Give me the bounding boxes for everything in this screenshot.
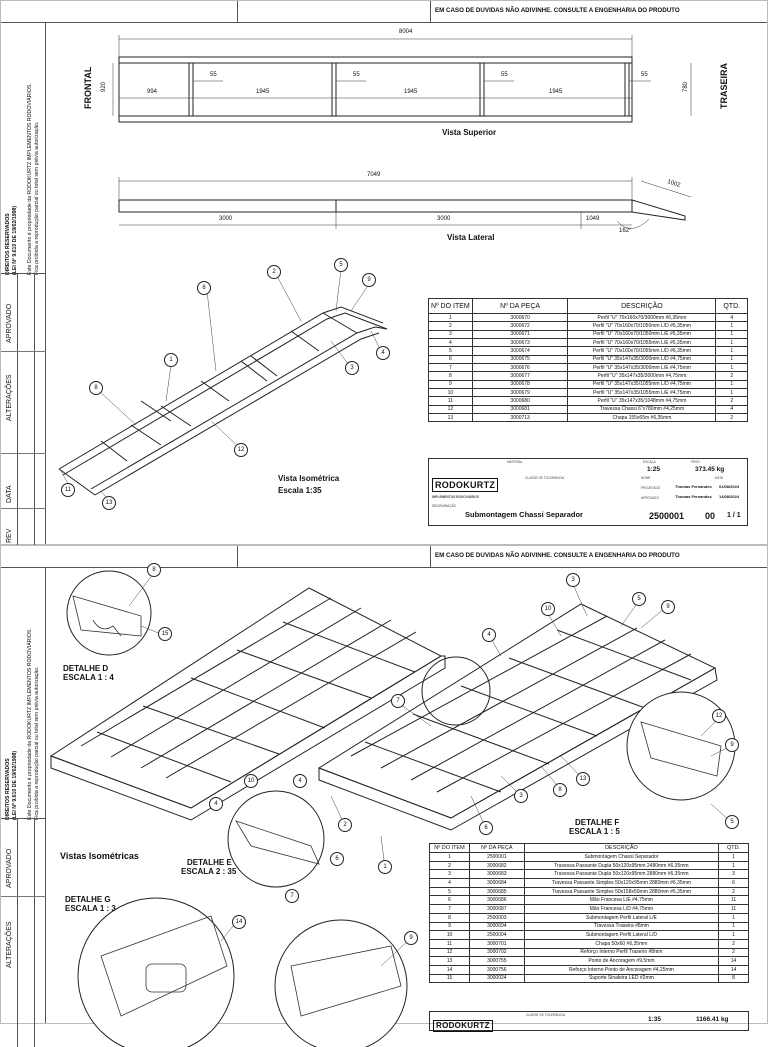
rights-line-2: Fica proibida a reprodução parcial ou total sem prévia autorização. [34, 121, 40, 275]
bom-cell-qty: 3 [719, 870, 749, 879]
bom-cell-desc: Travessa Chassi 6"x780mm #4,25mm [568, 405, 716, 413]
bom-cell-qty: 1 [716, 380, 748, 388]
s2-balloon-6b: 6 [330, 852, 344, 866]
table-row [430, 870, 749, 879]
s2-balloon-6: 6 [479, 821, 493, 835]
bom-cell-qty: 2 [716, 414, 748, 422]
bom-cell-desc: Travessa Passante Dupla 50x120x95mm 2480mm #6,35mm [524, 861, 718, 870]
bom-cell-item: 7 [430, 905, 470, 914]
table-row [430, 913, 749, 922]
tb-page: 1 / 1 [727, 512, 741, 519]
dim-side-overall: 7049 [367, 172, 381, 178]
s2-balloon-8: 8 [147, 563, 161, 577]
s2-balloon-14: 14 [232, 915, 246, 929]
tb-denomination-label: DENOMINAÇÃO [432, 504, 457, 508]
dim-side-seg-1: 3000 [219, 216, 233, 222]
bom-cell-part: 3000756 [469, 965, 524, 974]
bom-cell-part: 3000702 [469, 948, 524, 957]
bom-cell-item: 2 [429, 322, 473, 330]
tb-title: Submontagem Chassi Separador [465, 510, 583, 519]
balloon-item-1: 1 [164, 353, 178, 367]
table-row [430, 853, 749, 862]
detail-f-label: DETALHE F [575, 818, 620, 827]
bom-cell-qty: 1 [719, 861, 749, 870]
bom-cell-qty: 1 [719, 853, 749, 862]
tb-approved-label: APROVADO [641, 496, 659, 500]
bom-cell-item: 6 [429, 355, 473, 363]
bom-cell-part: 3000694 [469, 922, 524, 931]
bom-cell-qty: 11 [719, 896, 749, 905]
balloon-item-11: 11 [61, 483, 75, 497]
table-row [430, 965, 749, 974]
table-row [430, 887, 749, 896]
rights-title-2: DIREITOS RESERVADOS [5, 758, 11, 820]
table-row [430, 957, 749, 966]
bom-cell-desc: Travessa Traseira #8mm [524, 922, 718, 931]
bom-cell-qty: 1 [716, 330, 748, 338]
changes-label-2: ALTERAÇÕES [6, 921, 13, 968]
bom-cell-qty: 2 [719, 887, 749, 896]
balloon-item-12: 12 [234, 443, 248, 457]
table-row [430, 922, 749, 931]
bom-header-item: Nº DO ITEM [429, 299, 473, 314]
tb2-scale: 1:35 [648, 1016, 662, 1023]
s2-balloon-3b: 3 [514, 789, 528, 803]
bom-cell-desc: Perfil "U" 70x160x70/1055mm L/E #6,35mm [568, 339, 716, 347]
header-notice: EM CASO DE DUVIDAS NÃO ADIVINHE. CONSULTE A ENGENHARIA DO PRODUTO [435, 7, 680, 14]
bom-cell-part: 3000673 [472, 339, 568, 347]
bom-cell-desc: Mão Francesa L/D #4,75mm [524, 905, 718, 914]
dim-angle: 162° [619, 228, 632, 234]
s2-balloon-4b: 4 [293, 774, 307, 788]
bom-cell-item: 10 [430, 931, 470, 940]
logo-subtitle: IMPLEMENTOS RODOVIÁRIOS [432, 495, 479, 499]
bom-cell-qty: 1 [716, 347, 748, 355]
s2-balloon-7: 7 [391, 694, 405, 708]
table-row [430, 939, 749, 948]
table-row [429, 405, 748, 413]
rights-line-1-2: Este Documento é propriedade da RODOKURTZ IMPLEMENTOS RODOVIÁRIOS. [27, 628, 33, 820]
bom-cell-desc: Perfil "U" 35x147x35/3000mm #4,75mm [568, 372, 716, 380]
bom-table-sheet1 [428, 298, 748, 422]
bom-cell-item: 13 [429, 414, 473, 422]
bom2-header-item: Nº DO ITEM [430, 844, 470, 853]
bom-cell-desc: Submontagem Chassi Separador [524, 853, 718, 862]
tb-mass: 373.45 kg [695, 466, 725, 473]
s2-balloon-5b: 5 [725, 815, 739, 829]
bom-cell-qty: 2 [719, 939, 749, 948]
bom-cell-desc: Ponto de Ancoragem #9,5mm [524, 957, 718, 966]
bom-cell-item: 1 [429, 314, 473, 322]
iso-leader-lines [61, 269, 381, 501]
tb-designer-date: 01/08/2024 [719, 484, 740, 489]
tb-designed-label: PROJETADO [641, 486, 661, 490]
bom-cell-desc: Perfil "U" 35x147x35/1055mm L/D #4,75mm [568, 380, 716, 388]
bom-cell-qty: 11 [719, 905, 749, 914]
table-row [429, 397, 748, 405]
title-block-sheet1 [428, 458, 748, 526]
bom-cell-item: 15 [430, 974, 470, 983]
approved-label: APROVADO [6, 303, 13, 343]
bom-cell-part: 3000674 [472, 347, 568, 355]
s2-balloon-12: 12 [712, 709, 726, 723]
dim-seg-4: 1945 [549, 89, 563, 95]
tb-scale: 1:25 [647, 466, 661, 473]
side-view-frame [119, 200, 685, 220]
balloon-item-8: 8 [89, 381, 103, 395]
bom-cell-item: 3 [429, 330, 473, 338]
bom-cell-desc: Perfil "U" 70x160x70/1050mm L/E #6,35mm [568, 330, 716, 338]
tb2-tolerance-label: CLASSE DE TOLERÂNCIA [526, 1013, 566, 1017]
rights-line-2-2: Fica proibida a reprodução parcial ou total sem prévia autorização. [34, 666, 40, 820]
tb-name-label: NOME [641, 476, 651, 480]
s2-balloon-13: 13 [576, 772, 590, 786]
bom-cell-desc: Perfil "U" 70x160x70/1050mm L/D #6,35mm [568, 322, 716, 330]
table-row [429, 372, 748, 380]
tb-mass-label: PESO [691, 460, 700, 464]
bom-cell-item: 2 [430, 861, 470, 870]
bom-cell-qty: 2 [716, 397, 748, 405]
rights-law: (LEI Nº 9.610 DE 19/02/1998) [12, 205, 18, 275]
detail-d-scale: ESCALA 1 : 4 [63, 673, 114, 682]
approved-label-2: APROVADO [6, 848, 13, 888]
bom-cell-item: 9 [430, 922, 470, 931]
bom-cell-qty: 8 [719, 974, 749, 983]
table-row [429, 389, 748, 397]
s2-balloon-4: 4 [482, 628, 496, 642]
detail-g-label: DETALHE G [65, 895, 111, 904]
bom-cell-qty: 4 [716, 314, 748, 322]
bom-cell-part: 3000680 [472, 397, 568, 405]
tb2-mass: 1166.41 kg [696, 1016, 729, 1023]
bom-cell-item: 13 [430, 957, 470, 966]
table-row [430, 905, 749, 914]
s2-balloon-7b: 7 [285, 889, 299, 903]
table-row [430, 931, 749, 940]
table-row [430, 974, 749, 983]
bom-cell-part: 3000683 [469, 870, 524, 879]
bom-cell-qty: 6 [719, 879, 749, 888]
dim-width-front: 920 [101, 81, 108, 93]
bom-cell-item: 14 [430, 965, 470, 974]
tb-material-label: MATERIAL [507, 460, 523, 464]
bom-cell-item: 11 [430, 939, 470, 948]
bom-cell-part: 3000682 [469, 861, 524, 870]
table-row [429, 355, 748, 363]
bom-cell-part: 3000672 [472, 322, 568, 330]
bom-cell-qty: 1 [716, 364, 748, 372]
bom-cell-part: 3000671 [472, 330, 568, 338]
side-view-label: Vista Lateral [447, 233, 495, 242]
bom-cell-qty: 14 [719, 957, 749, 966]
tb-scale-label: ESCALA [643, 460, 656, 464]
dim-width-rear: 780 [683, 81, 690, 93]
s2-balloon-10: 10 [541, 602, 555, 616]
bom-cell-desc: Reforço Interno Ponto de Ancoragem #4,25mm [524, 965, 718, 974]
s2-balloon-5: 5 [632, 592, 646, 606]
dim-gap-1: 55 [210, 72, 217, 78]
bom-cell-part: 2500001 [469, 853, 524, 862]
rights-law-2: (LEI Nº 9.610 DE 19/02/1998) [12, 750, 18, 820]
tb-tolerance-label: CLASSE DE TOLERÂNCIA [525, 476, 565, 480]
bom-table-sheet2 [429, 843, 749, 983]
balloon-item-4: 4 [376, 346, 390, 360]
bom-cell-desc: Perfil "U" 70x160x70/3000mm #6,35mm [568, 314, 716, 322]
dim-side-seg-3: 1049 [586, 216, 600, 222]
bom-header-part: Nº DA PEÇA [472, 299, 568, 314]
bom-cell-part: 3000677 [472, 372, 568, 380]
bom-cell-part: 3000670 [472, 314, 568, 322]
dim-gap-4: 55 [641, 72, 648, 78]
bom-cell-desc: Perfil "U" 35x147x35/3000mm L/D #4,75mm [568, 355, 716, 363]
table-row [429, 339, 748, 347]
dim-seg-2: 1945 [256, 89, 270, 95]
dim-overall: 8004 [399, 29, 413, 35]
bom-cell-qty: 4 [716, 405, 748, 413]
balloon-item-13: 13 [102, 496, 116, 510]
bom-cell-desc: Travessa Passante Simples 50x158x50mm 2880mm #6,35mm [524, 887, 718, 896]
dim-seg-3: 1945 [404, 89, 418, 95]
tb-rev: 00 [705, 511, 716, 521]
detail-g-scale: ESCALA 1 : 3 [65, 904, 116, 913]
dim-side-seg-2: 3000 [437, 216, 451, 222]
s2-balloon-10b: 10 [244, 774, 258, 788]
side-view-dimensions [119, 177, 691, 229]
iso-view-scale: Escala 1:35 [278, 486, 322, 495]
table-row [429, 380, 748, 388]
table-row [430, 948, 749, 957]
bom-cell-item: 9 [429, 380, 473, 388]
bom-rows-sheet2 [430, 853, 749, 983]
bom-cell-part: 3000686 [469, 896, 524, 905]
detail-f-scale: ESCALA 1 : 5 [569, 827, 620, 836]
s2-balloon-1: 1 [378, 860, 392, 874]
bom-cell-desc: Travessa Passante Simples 50x120x95mm 2880mm #6,35mm [524, 879, 718, 888]
bom-cell-qty: 1 [716, 355, 748, 363]
tb-approver: Thomas Fernandes [675, 494, 712, 499]
bom-cell-part: 3000687 [469, 905, 524, 914]
bom-cell-qty: 1 [719, 931, 749, 940]
table-row [429, 414, 748, 422]
detail-d-label: DETALHE D [63, 664, 109, 673]
bom-cell-qty: 1 [716, 322, 748, 330]
tb-designer: Thomas Fernandes [675, 484, 712, 489]
bom-cell-desc: Suporte Sinaleira LED #2mm [524, 974, 718, 983]
bom-cell-qty: 1 [719, 922, 749, 931]
drawing-sheet-2 [0, 545, 768, 1030]
bom-cell-part: 3000678 [472, 380, 568, 388]
table-row [429, 322, 748, 330]
bom-cell-part: 3000681 [472, 405, 568, 413]
top-view-dimensions [113, 35, 691, 116]
s2-balloon-4c: 4 [209, 797, 223, 811]
bom-cell-desc: Perfil "U" 35x147x35/3000mm L/E #4,75mm [568, 364, 716, 372]
bom-cell-part: 3000676 [472, 364, 568, 372]
bom-cell-part: 3000684 [469, 879, 524, 888]
dim-gap-2: 55 [353, 72, 360, 78]
balloon-item-2: 2 [267, 265, 281, 279]
bom-cell-item: 5 [430, 887, 470, 896]
bom-cell-desc: Perfil "U" 35x147x35/1055mm L/E #4,75mm [568, 389, 716, 397]
balloon-item-3: 3 [345, 361, 359, 375]
bom-cell-qty: 14 [719, 965, 749, 974]
bom-cell-part: 3000675 [472, 355, 568, 363]
bom-cell-part: 3000701 [469, 939, 524, 948]
bom-cell-desc: Travessa Passante Dupla 50x120x95mm 2880mm #6,35mm [524, 870, 718, 879]
bom2-header-desc: DESCRIÇÃO [524, 844, 718, 853]
bom-rows-sheet1 [429, 314, 748, 422]
bom-cell-part: 3000679 [472, 389, 568, 397]
bom-cell-part: 3000713 [472, 414, 568, 422]
bom-cell-item: 4 [430, 879, 470, 888]
tb-date-label: DATA [715, 476, 724, 480]
dim-ramp: 1002 [666, 179, 681, 189]
iso-chassis-drawing [59, 307, 387, 495]
detail-e-label: DETALHE E [187, 858, 232, 867]
s2-balloon-9: 9 [661, 600, 675, 614]
bom-header-desc: DESCRIÇÃO [568, 299, 716, 314]
rev-label: REV [6, 528, 13, 543]
table-row [430, 896, 749, 905]
bom-cell-desc: Mão Francesa L/E #4,75mm [524, 896, 718, 905]
balloon-item-9: 9 [362, 273, 376, 287]
bom-cell-desc: Perfil "U" 35x147x35/1048mm #4,75mm [568, 397, 716, 405]
s2-balloon-15: 15 [158, 627, 172, 641]
detail-e-scale: ESCALA 2 : 35 [181, 867, 237, 876]
dim-seg-1: 994 [147, 89, 158, 95]
table-row [429, 364, 748, 372]
table-row [430, 879, 749, 888]
bom-cell-item: 11 [429, 397, 473, 405]
bom-cell-item: 5 [429, 347, 473, 355]
s2-balloon-8b: 8 [553, 783, 567, 797]
table-row [429, 347, 748, 355]
table-row [429, 314, 748, 322]
balloon-item-5: 5 [334, 258, 348, 272]
bom-cell-item: 3 [430, 870, 470, 879]
bom-cell-item: 1 [430, 853, 470, 862]
title-block-sheet2 [429, 1011, 749, 1031]
bom-cell-qty: 1 [716, 389, 748, 397]
bom-cell-qty: 2 [716, 372, 748, 380]
bom-cell-item: 12 [429, 405, 473, 413]
table-row [429, 330, 748, 338]
iso-view-label: Vista Isométrica [278, 474, 340, 483]
bom-cell-item: 4 [429, 339, 473, 347]
bom2-header-qty: QTD. [719, 844, 749, 853]
bom-cell-part: 3000685 [469, 887, 524, 896]
frontal-label: FRONTAL [83, 66, 93, 109]
bom-cell-item: 10 [429, 389, 473, 397]
balloon-item-6: 6 [197, 281, 211, 295]
bom-cell-part: 2500004 [469, 931, 524, 940]
bom-cell-item: 12 [430, 948, 470, 957]
rodokurtz-logo-2: RODOKURTZ [433, 1020, 493, 1032]
traseira-label: TRASEIRA [719, 62, 729, 109]
bom-cell-item: 8 [430, 913, 470, 922]
table-row [430, 861, 749, 870]
bom-cell-desc: Submontagem Perfil Lateral L/E [524, 913, 718, 922]
rights-title: DIREITOS RESERVADOS [5, 213, 11, 275]
bom-cell-qty: 2 [719, 948, 749, 957]
bom-cell-qty: 1 [719, 913, 749, 922]
tb-approver-date: 14/08/2024 [719, 494, 740, 499]
iso-views-label: Vistas Isométricas [60, 851, 139, 861]
bom-cell-desc: Perfil "U" 70x160x70/1055mm L/D #6,35mm [568, 347, 716, 355]
bom-cell-part: 3000024 [469, 974, 524, 983]
bom-cell-item: 6 [430, 896, 470, 905]
top-view-label: Vista Superior [442, 128, 497, 137]
bom-cell-qty: 1 [716, 339, 748, 347]
bom-cell-desc: Chapa 50x60 #6,35mm [524, 939, 718, 948]
s2-balloon-9b: 9 [725, 738, 739, 752]
bom-cell-item: 8 [429, 372, 473, 380]
header-notice-2: EM CASO DE DUVIDAS NÃO ADIVINHE. CONSULTE A ENGENHARIA DO PRODUTO [435, 552, 680, 559]
changes-label: ALTERAÇÕES [6, 374, 13, 421]
bom-header-qty: QTD. [716, 299, 748, 314]
bom-cell-desc: Chapa 155x65m #6,35mm [568, 414, 716, 422]
rights-line-1: Este Documento é propriedade da RODOKURTZ IMPLEMENTOS RODOVIÁRIOS. [27, 83, 33, 275]
s2-balloon-9c: 9 [404, 931, 418, 945]
dim-gap-3: 55 [501, 72, 508, 78]
bom-cell-part: 2500003 [469, 913, 524, 922]
s2-balloon-3: 3 [566, 573, 580, 587]
rodokurtz-logo: RODOKURTZ [432, 478, 498, 492]
bom-cell-desc: Reforço Interno Perfil Traseiro #8mm [524, 948, 718, 957]
bom-cell-desc: Submontagem Perfil Lateral L/D [524, 931, 718, 940]
bom2-header-part: Nº DA PEÇA [469, 844, 524, 853]
bom-cell-item: 7 [429, 364, 473, 372]
bom-cell-part: 3000755 [469, 957, 524, 966]
s2-balloon-2: 2 [338, 818, 352, 832]
date-label: DATA [6, 485, 13, 503]
tb-code: 2500001 [649, 511, 685, 521]
